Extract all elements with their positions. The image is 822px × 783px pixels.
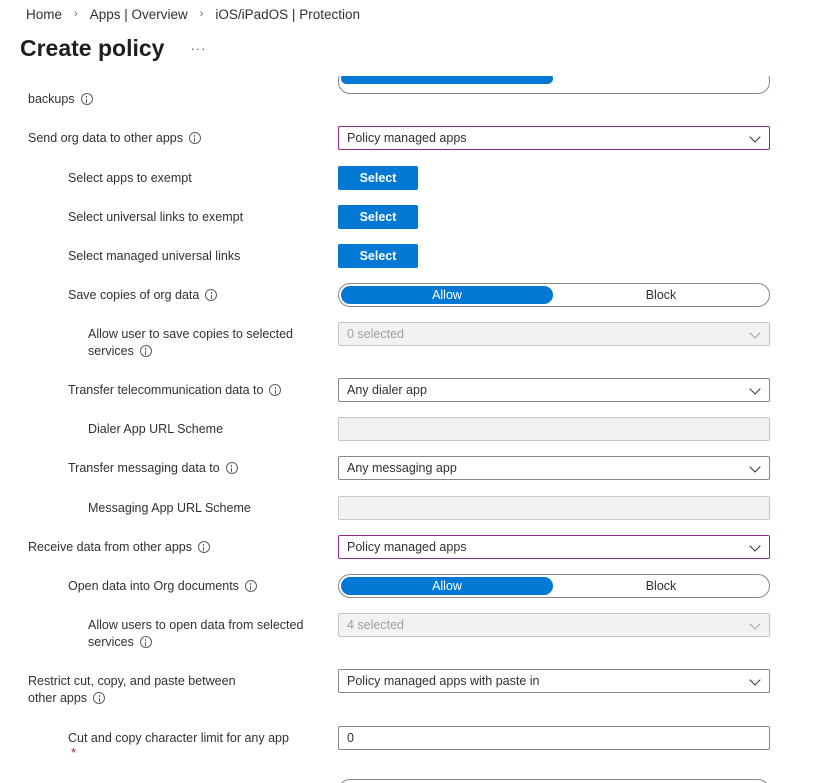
breadcrumb xyxy=(26,5,360,23)
setting-label: Transfer messaging data to xyxy=(68,461,220,475)
char-limit-input[interactable]: 0 xyxy=(338,726,770,750)
dropdown-value: Policy managed apps xyxy=(347,540,467,554)
setting-label: Dialer App URL Scheme xyxy=(88,422,224,436)
transfer-messaging-dropdown[interactable] xyxy=(338,456,770,480)
select-universal-links-exempt-button[interactable]: Select xyxy=(338,205,418,229)
setting-label: Save copies of org data xyxy=(68,288,200,302)
toggle-option-block[interactable]: Block xyxy=(645,579,677,593)
dropdown-value: 0 selected xyxy=(347,327,404,341)
chevron-down-icon xyxy=(749,674,760,685)
toggle-option-allow[interactable]: Allow xyxy=(341,286,553,304)
dropdown-value: Any dialer app xyxy=(347,383,427,397)
setting-label: Receive data from other apps xyxy=(28,540,192,554)
info-icon[interactable] xyxy=(81,93,93,105)
toggle-option-allow[interactable]: Allow xyxy=(341,577,553,595)
setting-label: Cut and copy character limit for any app xyxy=(68,731,289,745)
setting-label-line1: Allow users to open data from selected xyxy=(88,618,304,632)
setting-label: Select managed universal links xyxy=(68,249,241,263)
info-icon[interactable] xyxy=(140,636,152,648)
dropdown-value: Any messaging app xyxy=(347,461,457,475)
restrict-cut-copy-dropdown[interactable] xyxy=(338,669,770,693)
required-indicator: * xyxy=(71,745,77,760)
toggle-option-selected[interactable] xyxy=(341,76,553,84)
setting-label: Select universal links to exempt xyxy=(68,210,244,224)
title-row xyxy=(20,32,206,64)
setting-label: backups xyxy=(28,92,75,106)
chevron-down-icon xyxy=(749,618,760,629)
page-title: Create policy xyxy=(20,34,165,61)
backups-toggle[interactable] xyxy=(338,76,770,94)
select-apps-exempt-button[interactable]: Select xyxy=(338,166,418,190)
setting-label-line2: other apps xyxy=(28,691,88,705)
chevron-down-icon xyxy=(749,131,760,142)
setting-label-line1: Restrict cut, copy, and paste between xyxy=(28,674,236,688)
breadcrumb-ios-protection[interactable]: iOS/iPadOS | Protection xyxy=(215,6,360,22)
setting-label-line2: services xyxy=(88,635,134,649)
dropdown-value: 4 selected xyxy=(347,618,404,632)
info-icon[interactable] xyxy=(245,580,257,592)
messaging-url-scheme-input xyxy=(338,496,770,520)
dialer-url-scheme-input xyxy=(338,417,770,441)
setting-label: Send org data to other apps xyxy=(28,131,183,145)
save-copies-services-dropdown xyxy=(338,322,770,346)
save-copies-toggle[interactable] xyxy=(338,283,770,307)
more-options-icon[interactable]: ··· xyxy=(190,40,207,56)
chevron-down-icon xyxy=(749,540,760,551)
send-org-data-dropdown[interactable] xyxy=(338,126,770,150)
breadcrumb-home[interactable]: Home xyxy=(26,6,63,22)
toggle-option-block[interactable]: Block xyxy=(645,288,677,302)
receive-data-dropdown[interactable] xyxy=(338,535,770,559)
setting-label-line2: services xyxy=(88,344,134,358)
open-data-org-docs-toggle[interactable] xyxy=(338,574,770,598)
open-data-services-dropdown xyxy=(338,613,770,637)
info-icon[interactable] xyxy=(205,289,217,301)
info-icon[interactable] xyxy=(226,462,238,474)
settings-form[interactable] xyxy=(0,76,822,783)
info-icon[interactable] xyxy=(198,541,210,553)
select-managed-universal-links-button[interactable]: Select xyxy=(338,244,418,268)
setting-label: Transfer telecommunication data to xyxy=(68,383,264,397)
setting-label-line1: Allow user to save copies to selected xyxy=(88,327,293,341)
dropdown-value: Policy managed apps xyxy=(347,131,467,145)
dropdown-value: Policy managed apps with paste in xyxy=(347,674,540,688)
info-icon[interactable] xyxy=(93,692,105,704)
info-icon[interactable] xyxy=(140,345,152,357)
chevron-down-icon xyxy=(749,327,760,338)
chevron-down-icon xyxy=(749,461,760,472)
chevron-right-icon: › xyxy=(74,8,78,20)
chevron-down-icon xyxy=(749,383,760,394)
setting-label: Open data into Org documents xyxy=(68,579,239,593)
breadcrumb-apps-overview[interactable]: Apps | Overview xyxy=(89,6,188,22)
info-icon[interactable] xyxy=(189,132,201,144)
transfer-telecom-dropdown[interactable] xyxy=(338,378,770,402)
next-setting-toggle[interactable] xyxy=(338,779,770,783)
setting-label: Select apps to exempt xyxy=(68,171,192,185)
chevron-right-icon: › xyxy=(199,8,204,20)
setting-label: Messaging App URL Scheme xyxy=(88,501,251,515)
info-icon[interactable] xyxy=(269,384,281,396)
